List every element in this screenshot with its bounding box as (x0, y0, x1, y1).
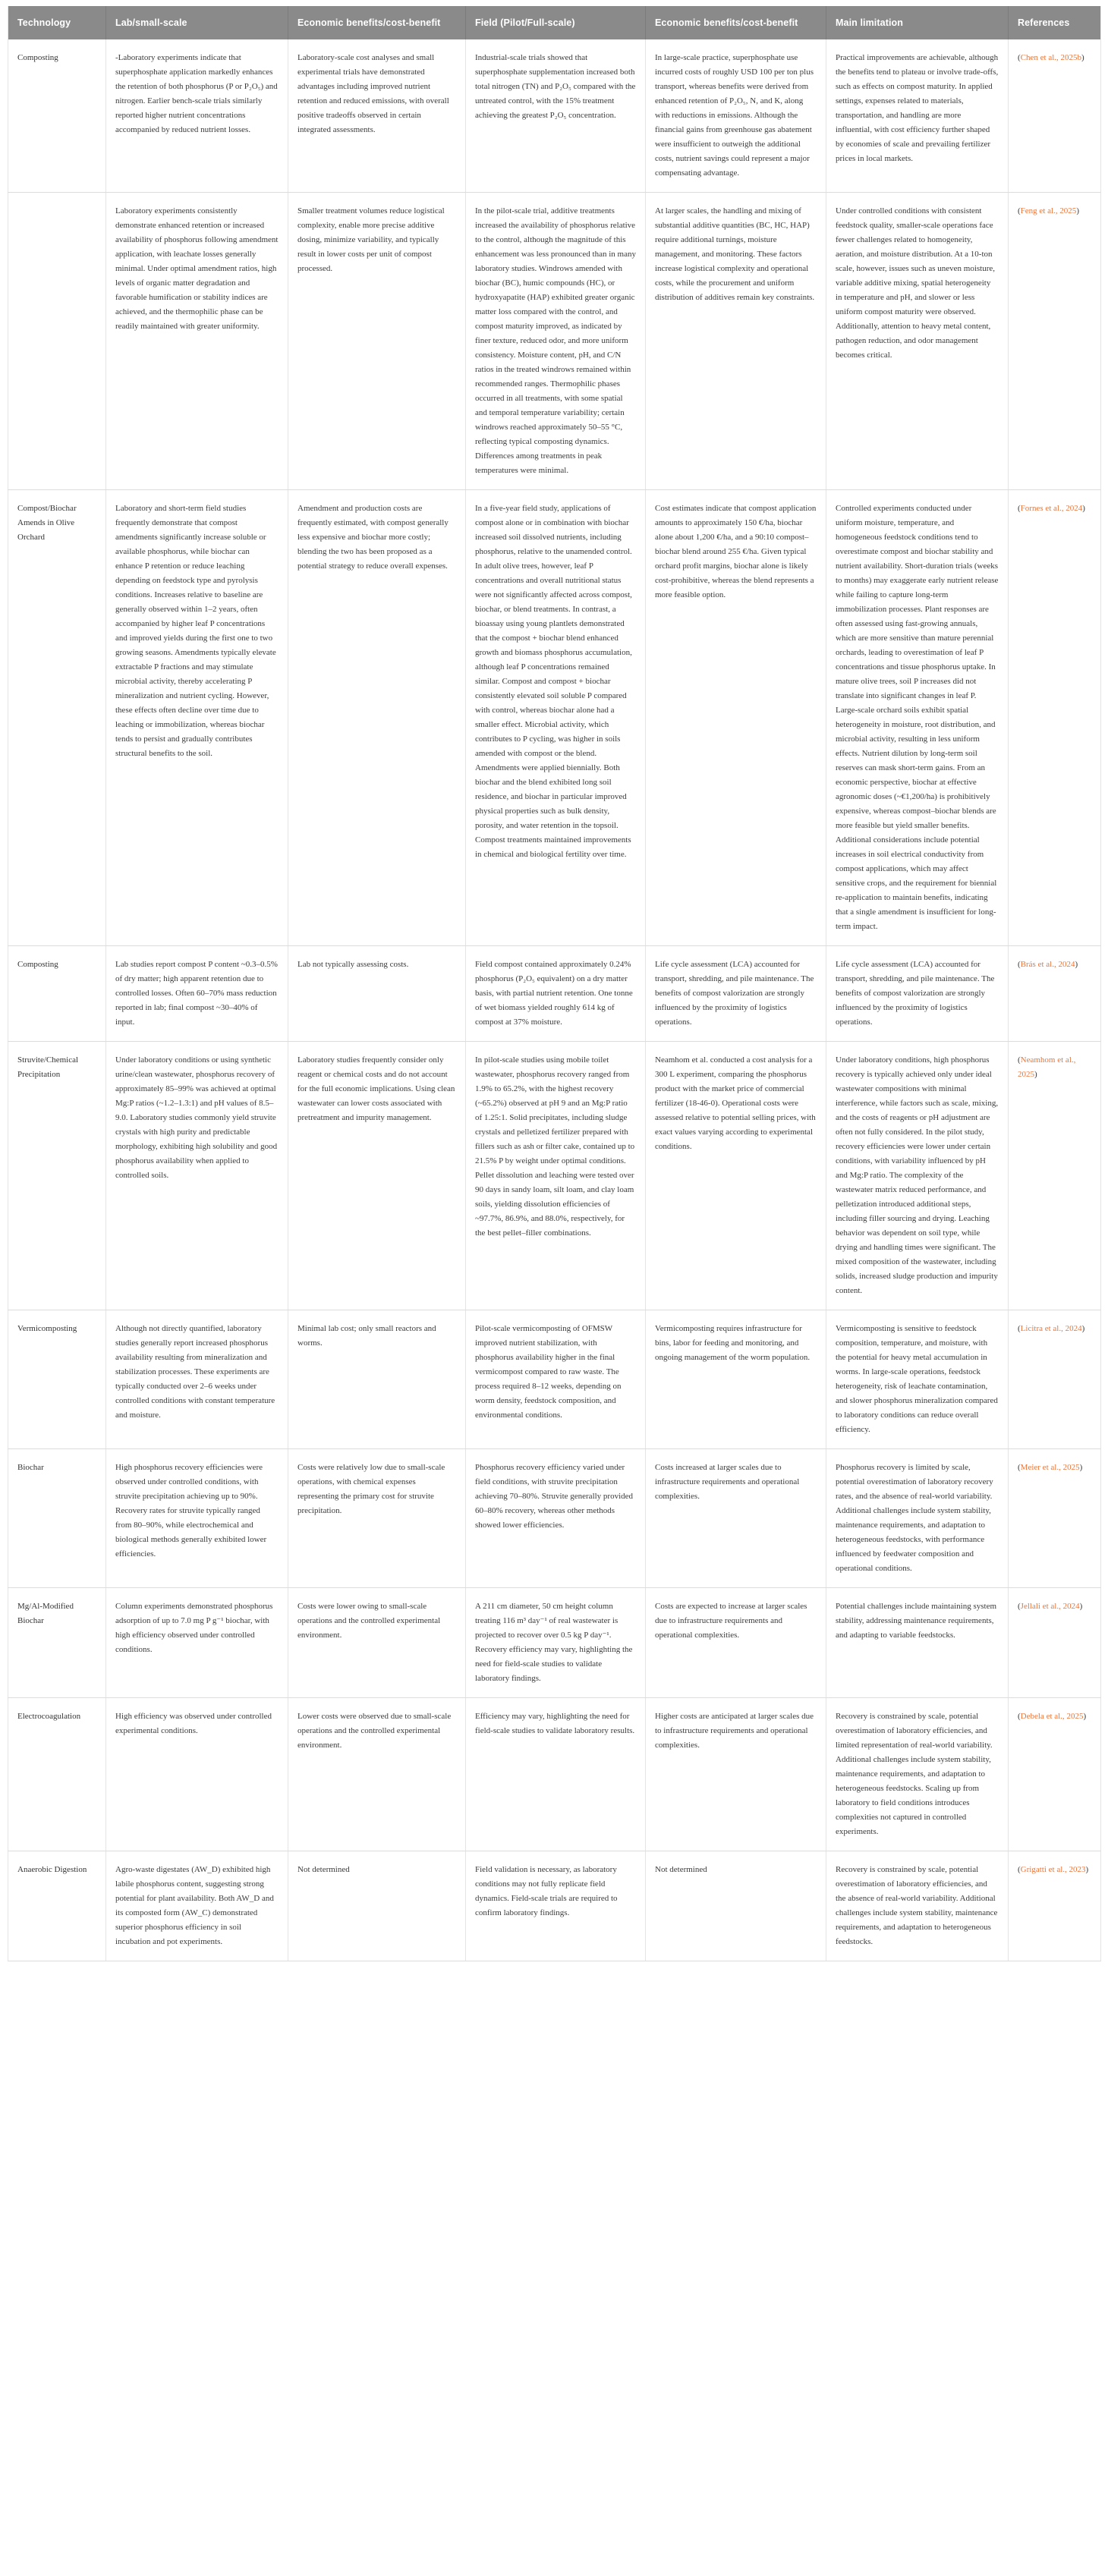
reference-link[interactable]: Grigatti et al., 2023 (1020, 1865, 1086, 1875)
reference-link[interactable]: Jellali et al., 2024 (1020, 1602, 1080, 1612)
reference-link[interactable]: Neamhom et al., 2025 (1018, 1055, 1076, 1080)
ref-paren-open: ( (1018, 1055, 1021, 1065)
ref-paren-close: ) (1081, 1324, 1085, 1334)
technology-cell: Anaerobic Digestion (8, 1851, 106, 1961)
econ-lab-cell: Not determined (288, 1851, 466, 1961)
field-cell: In pilot-scale studies using mobile toilet wastewater, phosphorus recovery ranged from 1.9% to 65.2%, with the highest recovery (~65.2%) observed at pH 9 and an Mg:P ratio of 1.25:1. Solid precipitates, including sludge crystals and pelletized fertilizer prepared with fillers such as ash or filter cake, contained up to 21.5% P by weight under optimal conditions. Pellet dissolution and leaching were tested over 90 days in sandy loam, silt loam, and clay loam soils, yielding dissolution efficiencies of ~97.7%, 86.9%, and 88.0%, respectively, for the best pellet–filler combinations. (466, 1042, 646, 1310)
lab-cell: Lab studies report compost P content ~0.3–0.5% of dry matter; high apparent retention due to controlled losses. Often 60–70% mass reduction reported in lab; final compost ~30–40% of input. (106, 946, 288, 1042)
lab-cell: Laboratory experiments consistently demonstrate enhanced retention or increased availability of phosphorus following amendment application, with leachate losses generally minimal. Under optimal amendment ratios, high levels of organic matter degradation and favorable humification or stability indices are achieved, and the thermophilic phase can be readily maintained with greater uniformity. (106, 193, 288, 490)
ref-paren-open: ( (1018, 1865, 1021, 1875)
field-cell: Field compost contained approximately 0.24% phosphorus (P₂O₅ equivalent) on a dry matter basis, with partial nutrient retention. One tonne of wet biomass yielded roughly 614 kg of compost at 37% moisture. (466, 946, 646, 1042)
econ-field-cell: Life cycle assessment (LCA) accounted for transport, shredding, and pile maintenance. The benefits of compost valorization are strongly influenced by the proximity of logistics operations. (646, 946, 826, 1042)
table-row (8, 39, 1101, 193)
lab-cell: Column experiments demonstrated phosphorus adsorption of up to 7.0 mg P g⁻¹ biochar, with high efficiency observed under controlled conditions. (106, 1588, 288, 1698)
column-header-technology: Technology (8, 6, 106, 39)
reference-link[interactable]: Fornes et al., 2024 (1020, 504, 1083, 514)
references-cell (1009, 1851, 1101, 1961)
table-row (8, 193, 1101, 490)
table-row (8, 1851, 1101, 1961)
ref-paren-open: ( (1018, 206, 1021, 216)
ref-paren-close: ) (1081, 53, 1084, 63)
ref-paren-close: ) (1082, 504, 1085, 514)
lab-cell: Laboratory and short-term field studies frequently demonstrate that compost amendments significantly increase soluble or available phosphorus, while biochar can enhance P retention or reduce leaching depending on feedstock type and pyrolysis conditions. Increases relative to baseline are generally observed within 1–2 years, often accompanied by higher leaf P concentrations and improved yields during the first one to two growing seasons. Amendments typically elevate extractable P fractions and may stimulate microbial activity, thereby accelerating P mineralization and nutrient cycling. However, these effects often decline over time due to leaching or immobilization, whereas biochar tends to persist and gradually contributes structural benefits to the soil. (106, 490, 288, 946)
ref-paren-close: ) (1034, 1070, 1037, 1080)
reference-link[interactable]: Chen et al., 2025b (1020, 53, 1082, 63)
ref-paren-open: ( (1018, 53, 1021, 63)
limitation-cell: Life cycle assessment (LCA) accounted for transport, shredding, and pile maintenance. The benefits of compost valorization are strongly influenced by the proximity of logistics operations. (826, 946, 1009, 1042)
references-cell (1009, 1588, 1101, 1698)
ref-paren-close: ) (1076, 206, 1079, 216)
econ-field-cell: Vermicomposting requires infrastructure for bins, labor for feeding and monitoring, and ongoing management of the worm population. (646, 1310, 826, 1449)
limitation-cell: Phosphorus recovery is limited by scale, potential overestimation of laboratory recovery rates, and the absence of real-world variability. Additional challenges include system stability, maintenance requirements, and adaptation to heterogeneous feedstocks, with performance influenced by feedwater composition and operational conditions. (826, 1449, 1009, 1588)
field-cell: Industrial-scale trials showed that superphosphate supplementation increased both total nitrogen (TN) and P₂O₅ compared with the untreated control, with the 15% treatment achieving the greatest P₂O₅ concentration. (466, 39, 646, 193)
ref-paren-close: ) (1079, 1602, 1083, 1612)
technology-cell: Vermicomposting (8, 1310, 106, 1449)
field-cell: Efficiency may vary, highlighting the need for field-scale studies to validate laboratory results. (466, 1698, 646, 1851)
technology-cell: Biochar (8, 1449, 106, 1588)
column-header-economic-lab: Economic benefits/cost-benefit (288, 6, 466, 39)
ref-paren-open: ( (1018, 1463, 1021, 1473)
technology-cell: Compost/Biochar Amends in Olive Orchard (8, 490, 106, 946)
limitation-cell: Under controlled conditions with consistent feedstock quality, smaller-scale operations face fewer challenges related to homogeneity, aeration, and moisture distribution. At a 10-ton scale, however, issues such as uneven moisture, variable additive mixing, spatial heterogeneity in temperature and pH, and slower or less uniform compost maturity were observed. Additionally, attention to heavy metal content, pathogen reduction, and odor management becomes critical. (826, 193, 1009, 490)
econ-lab-cell: Lower costs were observed due to small-scale operations and the controlled experimental environment. (288, 1698, 466, 1851)
econ-field-cell: Cost estimates indicate that compost application amounts to approximately 150 €/ha, biochar alone about 1,200 €/ha, and a 90:10 compost–biochar blend around 255 €/ha. Given typical orchard profit margins, biochar alone is likely cost-prohibitive, whereas the blend represents a more feasible option. (646, 490, 826, 946)
econ-lab-cell: Minimal lab cost; only small reactors and worms. (288, 1310, 466, 1449)
field-cell: In a five-year field study, applications of compost alone or in combination with biochar increased soil dissolved nutrients, including phosphorus, relative to the unamended control. In adult olive trees, however, leaf P concentrations and overall nutritional status were not significantly affected across compost, biochar, or blend treatments. In contrast, a bioassay using young plantlets demonstrated that the compost + biochar blend enhanced growth and biomass phosphorus accumulation, although leaf P concentrations remained similar. Compost and compost + biochar consistently elevated soil soluble P compared with control, whereas biochar alone had a smaller effect. Microbial activity, which contributes to P cycling, was higher in soils amended with compost or the blend. Amendments were applied biennially. Both biochar and the blend exhibited long soil residence, and biochar in particular improved physical properties such as bulk density, porosity, and water retention in the topsoil. Compost treatments maintained improvements in chemical and biological fertility over time. (466, 490, 646, 946)
column-header-references: References (1009, 6, 1101, 39)
econ-lab-cell: Costs were relatively low due to small-scale operations, with chemical expenses representing the primary cost for struvite precipitation. (288, 1449, 466, 1588)
econ-lab-cell: Smaller treatment volumes reduce logistical complexity, enable more precise additive dosing, minimize variability, and typically result in lower costs per unit of compost processed. (288, 193, 466, 490)
econ-field-cell: Neamhom et al. conducted a cost analysis for a 300 L experiment, comparing the phosphorus product with the market price of commercial fertilizer (18-46-0). Operational costs were assessed relative to potential selling prices, with exact values varying according to experimental conditions. (646, 1042, 826, 1310)
technology-cell: Composting (8, 946, 106, 1042)
reference-link[interactable]: Debela et al., 2025 (1020, 1712, 1084, 1722)
ref-paren-open: ( (1018, 1712, 1021, 1722)
reference-link[interactable]: Licitra et al., 2024 (1020, 1324, 1082, 1334)
column-header-main-limitation: Main limitation (826, 6, 1009, 39)
limitation-cell: Recovery is constrained by scale, potential overestimation of laboratory efficiencies, and limited representation of real-world variability. Additional challenges include system stability, maintenance requirements, and adaptation to heterogeneous feedstocks. Scaling up from laboratory to field conditions introduces complexities not captured in controlled experiments. (826, 1698, 1009, 1851)
field-cell: A 211 cm diameter, 50 cm height column treating 116 m³ day⁻¹ of real wastewater is projected to recover over 0.5 kg P day⁻¹. Recovery efficiency may vary, highlighting the need for field-scale studies to validate laboratory findings. (466, 1588, 646, 1698)
references-cell (1009, 1042, 1101, 1310)
ref-paren-close: ) (1085, 1865, 1089, 1875)
table-row (8, 1588, 1101, 1698)
table-row (8, 1449, 1101, 1588)
field-cell: Field validation is necessary, as laboratory conditions may not fully replicate field dynamics. Field-scale trials are required to confirm laboratory findings. (466, 1851, 646, 1961)
lab-cell: Under laboratory conditions or using synthetic urine/clean wastewater, phosphorus recovery of approximately 85–99% was achieved at optimal Mg:P ratios (~1.2–1.3:1) and pH values of 8.5–9.0. Laboratory studies commonly yield struvite crystals with high purity and predictable morphology, exhibiting high solubility and good phosphorus availability when applied to controlled soils. (106, 1042, 288, 1310)
table-row (8, 490, 1101, 946)
references-cell (1009, 1449, 1101, 1588)
field-cell: Pilot-scale vermicomposting of OFMSW improved nutrient stabilization, with phosphorus availability higher in the final vermicompost compared to raw waste. The process required 8–12 weeks, depending on worm density, feedstock composition, and environmental conditions. (466, 1310, 646, 1449)
column-header-economic-field: Economic benefits/cost-benefit (646, 6, 826, 39)
reference-link[interactable]: Meier et al., 2025 (1020, 1463, 1080, 1473)
table-row (8, 1310, 1101, 1449)
limitation-cell: Controlled experiments conducted under uniform moisture, temperature, and homogeneous feedstock conditions tend to overestimate compost and biochar stability and nutrient availability. Short-duration trials (weeks to months) may exaggerate early nutrient release while failing to capture long-term immobilization processes. Plant responses are often assessed using fast-growing annuals, which are more sensitive than mature perennial orchards, leading to overestimation of leaf P concentrations and tissue phosphorus uptake. In mature olive trees, soil P increases did not translate into significant changes in leaf P. Large-scale orchard soils exhibit spatial heterogeneity in moisture, root distribution, and microbial activity, resulting in less uniform effects. Nutrient dilution by long-term soil reserves can mask short-term gains. From an economic perspective, biochar at effective agronomic doses (~€1,200/ha) is prohibitively expensive, whereas compost–biochar blends are more feasible but yield smaller benefits. Additional considerations include potential increases in soil electrical conductivity from compost applications, which may affect sensitive crops, and the requirement for biennial re-application to maintain benefits, indicating that a single amendment is insufficient for long-term impact. (826, 490, 1009, 946)
ref-paren-close: ) (1079, 1463, 1083, 1473)
lab-cell: High efficiency was observed under controlled experimental conditions. (106, 1698, 288, 1851)
econ-lab-cell: Amendment and production costs are frequently estimated, with compost generally less expensive and biochar more costly; blending the two has been proposed as a potential strategy to reduce overall expenses. (288, 490, 466, 946)
table-row (8, 946, 1101, 1042)
econ-field-cell: Higher costs are anticipated at larger scales due to infrastructure requirements and operational complexities. (646, 1698, 826, 1851)
lab-cell: High phosphorus recovery efficiencies were observed under controlled conditions, with struvite precipitation achieving up to 90%. Recovery rates for struvite typically ranged from 80–90%, while electrochemical and biological methods generally exhibited lower efficiencies. (106, 1449, 288, 1588)
econ-lab-cell: Costs were lower owing to small-scale operations and the controlled experimental environment. (288, 1588, 466, 1698)
ref-paren-open: ( (1018, 960, 1021, 970)
econ-field-cell: Not determined (646, 1851, 826, 1961)
limitation-cell: Under laboratory conditions, high phosphorus recovery is typically achieved only under ideal wastewater compositions with minimal interference, while factors such as scale, mixing, and the costs of reagents or pH adjustment are often not fully considered. In the pilot study, recovery efficiencies were lower under certain conditions, with variability influenced by pH and Mg:P ratio. The complexity of the wastewater matrix reduced performance, and pelletization introduced additional steps, including filler sourcing and drying. Leaching behavior was dependent on soil type, while drying and handling times were significant. The mixed composition of the wastewater, including solids, increased sludge production and impurity content. (826, 1042, 1009, 1310)
limitation-cell: Potential challenges include maintaining system stability, addressing maintenance requirements, and adapting to variable feedstocks. (826, 1588, 1009, 1698)
econ-field-cell: At larger scales, the handling and mixing of substantial additive quantities (BC, HC, HAP) require additional turnings, moisture management, and monitoring. These factors increase logistical complexity and operational costs, while the procurement and uniform distribution of additives remain key constraints. (646, 193, 826, 490)
technology-comparison-table (8, 6, 1101, 1961)
ref-paren-open: ( (1018, 504, 1021, 514)
technology-cell: Electrocoagulation (8, 1698, 106, 1851)
ref-paren-open: ( (1018, 1602, 1021, 1612)
references-cell (1009, 1698, 1101, 1851)
references-cell (1009, 946, 1101, 1042)
reference-link[interactable]: Brás et al., 2024 (1020, 960, 1075, 970)
econ-lab-cell: Laboratory studies frequently consider only reagent or chemical costs and do not account for the full economic implications. Using clean wastewater can lower costs associated with pretreatment and impurity management. (288, 1042, 466, 1310)
table-row (8, 1042, 1101, 1310)
econ-field-cell: Costs are expected to increase at larger scales due to infrastructure requirements and operational complexities. (646, 1588, 826, 1698)
limitation-cell: Vermicomposting is sensitive to feedstock composition, temperature, and moisture, with the potential for heavy metal accumulation in worms. In large-scale operations, feedstock heterogeneity, risk of leachate contamination, and slower phosphorus mineralization compared to laboratory conditions can reduce overall efficiency. (826, 1310, 1009, 1449)
technology-cell: Struvite/Chemical Precipitation (8, 1042, 106, 1310)
ref-paren-open: ( (1018, 1324, 1021, 1334)
references-cell (1009, 193, 1101, 490)
field-cell: In the pilot-scale trial, additive treatments increased the availability of phosphorus relative to the control, although the magnitude of this enhancement was less pronounced than in many laboratory studies. Windrows amended with biochar (BC), humic compounds (HC), or hydroxyapatite (HAP) exhibited greater organic matter loss compared with the control, and compost maturity improved, as indicated by finer texture, reduced odor, and more uniform consistency. Moisture content, pH, and C/N ratios in the treated windrows remained within recommended ranges. Thermophilic phases occurred in all treatments, with some spatial and temporal temperature variability; certain windrows reached approximately 50–55 °C, reflecting typical composting dynamics. Differences among treatments in peak temperatures were minimal. (466, 193, 646, 490)
reference-link[interactable]: Feng et al., 2025 (1020, 206, 1077, 216)
econ-lab-cell: Laboratory-scale cost analyses and small experimental trials have demonstrated advantages including improved nutrient retention and reduced emissions, with overall positive tradeoffs observed in certain integrated assessments. (288, 39, 466, 193)
column-header-field: Field (Pilot/Full-scale) (466, 6, 646, 39)
lab-cell: Agro-waste digestates (AW_D) exhibited high labile phosphorus content, suggesting strong potential for plant availability. Both AW_D and its composted form (AW_C) demonstrated superior phosphorus efficiency in soil incubation and pot experiments. (106, 1851, 288, 1961)
technology-cell (8, 193, 106, 490)
econ-field-cell: In large-scale practice, superphosphate use incurred costs of roughly USD 100 per ton plus transport, whereas benefits were derived from enhanced retention of P₂O₅, N, and K, along with reductions in emissions. Although the financial gains from greenhouse gas abatement were insufficient to outweigh the additional costs, nutrient savings could represent a major compensating advantage. (646, 39, 826, 193)
field-cell: Phosphorus recovery efficiency varied under field conditions, with struvite precipitation achieving 70–80%. Struvite generally provided 60–80% recovery, whereas other methods showed lower efficiencies. (466, 1449, 646, 1588)
econ-field-cell: Costs increased at larger scales due to infrastructure requirements and operational complexities. (646, 1449, 826, 1588)
technology-cell: Mg/Al-Modified Biochar (8, 1588, 106, 1698)
header-row (8, 6, 1101, 39)
limitation-cell: Recovery is constrained by scale, potential overestimation of laboratory efficiencies, and the absence of real-world variability. Additional challenges include system stability, maintenance requirements, and adaptation to heterogeneous feedstocks. (826, 1851, 1009, 1961)
ref-paren-close: ) (1075, 960, 1078, 970)
lab-cell: -Laboratory experiments indicate that superphosphate application markedly enhances the retention of both phosphorus (P or P₂O₅) and nitrogen. Earlier bench-scale trials similarly reported higher nutrient concentrations accompanied by reduced nutrient losses. (106, 39, 288, 193)
references-cell (1009, 1310, 1101, 1449)
references-cell (1009, 39, 1101, 193)
table-row (8, 1698, 1101, 1851)
references-cell (1009, 490, 1101, 946)
lab-cell: Although not directly quantified, laboratory studies generally report increased phosphorus availability resulting from mineralization and stabilization processes. These experiments are typically conducted over 2–6 weeks under controlled conditions with constant temperature and moisture. (106, 1310, 288, 1449)
econ-lab-cell: Lab not typically assessing costs. (288, 946, 466, 1042)
limitation-cell: Practical improvements are achievable, although the benefits tend to plateau or involve trade-offs, such as effects on compost maturity. In applied settings, expenses related to materials, transportation, and handling are more influential, with cost efficiency further shaped by economies of scale and prevailing fertilizer prices in local markets. (826, 39, 1009, 193)
technology-cell: Composting (8, 39, 106, 193)
column-header-lab-small-scale: Lab/small-scale (106, 6, 288, 39)
ref-paren-close: ) (1083, 1712, 1087, 1722)
